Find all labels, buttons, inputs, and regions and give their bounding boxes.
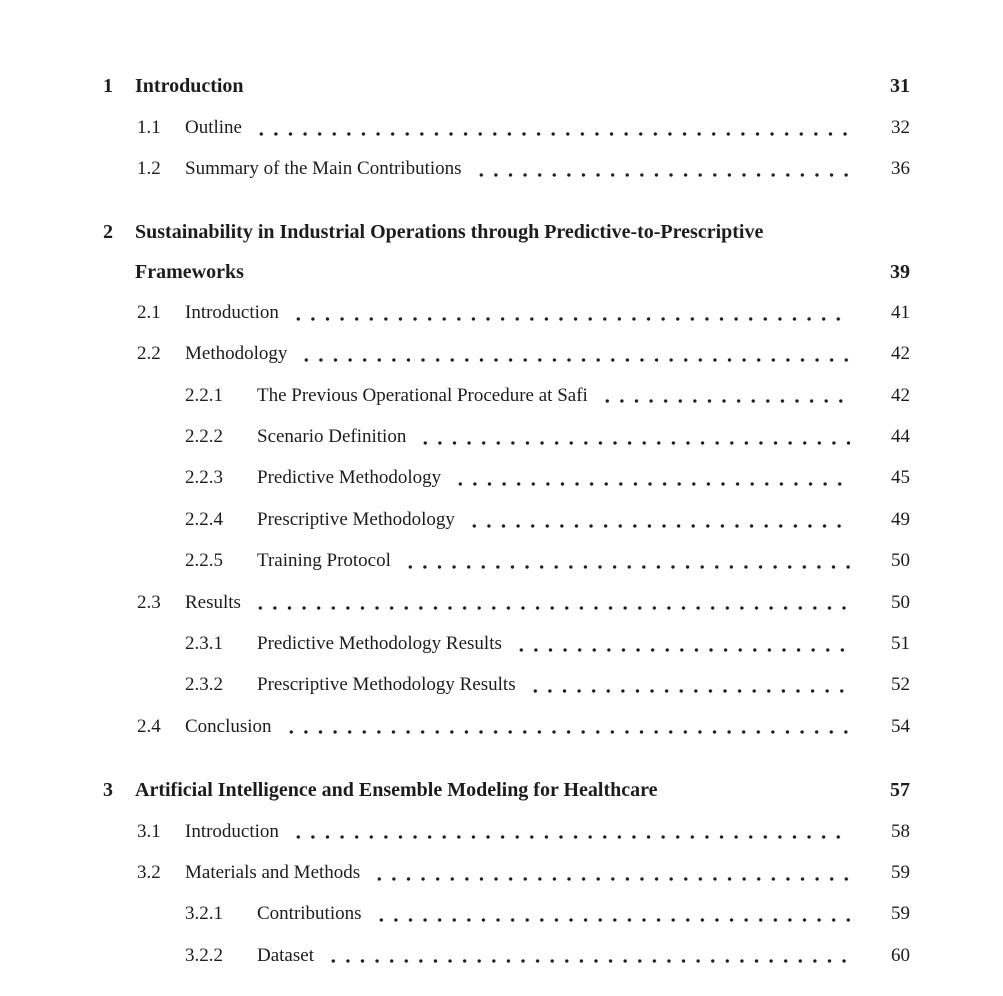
dot-leader bbox=[526, 665, 850, 706]
entry-title: Contributions bbox=[257, 903, 362, 925]
toc-entry-subsection-2-2-2[interactable] bbox=[103, 416, 910, 457]
dot-leader bbox=[282, 706, 850, 747]
dot-leader bbox=[465, 499, 850, 540]
entry-title: Methodology bbox=[185, 343, 288, 365]
dot-leader bbox=[512, 623, 850, 664]
entry-title-line1: Sustainability in Industrial Operations through Predictive-to-Prescriptive bbox=[135, 220, 764, 243]
dot-leader bbox=[289, 292, 850, 333]
entry-number: 3.2.1 bbox=[185, 903, 223, 925]
toc-entry-section-1-1[interactable] bbox=[103, 107, 910, 148]
entry-title: Introduction bbox=[185, 301, 279, 323]
entry-title-line2: Frameworks bbox=[135, 260, 244, 283]
entry-title: Prescriptive Methodology Results bbox=[257, 674, 516, 696]
toc-entry-subsection-2-2-5[interactable] bbox=[103, 541, 910, 582]
entry-number: 3.2.2 bbox=[185, 944, 223, 966]
entry-page: 59 bbox=[891, 903, 910, 925]
dot-leader bbox=[252, 107, 850, 148]
toc-entry-section-2-1[interactable] bbox=[103, 292, 910, 333]
entry-page: 60 bbox=[891, 944, 910, 966]
entry-page: 52 bbox=[891, 674, 910, 696]
entry-title: Artificial Intelligence and Ensemble Modeling for Healthcare bbox=[135, 778, 658, 801]
entry-number: 2.2.5 bbox=[185, 550, 223, 572]
dot-leader bbox=[451, 458, 850, 499]
entry-number: 2.3 bbox=[137, 591, 161, 613]
toc-entry-subsection-2-2-3[interactable] bbox=[103, 458, 910, 499]
entry-title: The Previous Operational Procedure at Safi bbox=[257, 384, 588, 406]
dot-leader bbox=[370, 852, 850, 893]
entry-page: 31 bbox=[890, 75, 910, 98]
entry-number: 2.2 bbox=[137, 343, 161, 365]
entry-page: 45 bbox=[891, 467, 910, 489]
entry-title: Predictive Methodology bbox=[257, 467, 442, 489]
toc-entry-section-3-1[interactable] bbox=[103, 811, 910, 852]
entry-page: 42 bbox=[891, 384, 910, 406]
entry-title: Introduction bbox=[185, 820, 279, 842]
entry-title: Materials and Methods bbox=[185, 861, 361, 883]
entry-number: 2.2.1 bbox=[185, 384, 223, 406]
entry-title: Introduction bbox=[135, 75, 244, 98]
toc-entry-subsection-2-3-1[interactable] bbox=[103, 623, 910, 664]
entry-page: 58 bbox=[891, 820, 910, 842]
entry-number: 1 bbox=[103, 75, 113, 98]
toc-entry-chapter-2-continued[interactable] bbox=[103, 252, 910, 292]
entry-number: 1.1 bbox=[137, 117, 161, 139]
entry-title: Prescriptive Methodology bbox=[257, 508, 455, 530]
entry-page: 41 bbox=[891, 301, 910, 323]
dot-leader bbox=[416, 416, 850, 457]
toc-entry-section-2-3[interactable] bbox=[103, 582, 910, 623]
entry-page: 36 bbox=[891, 158, 910, 180]
entry-page: 50 bbox=[891, 591, 910, 613]
dot-leader bbox=[251, 582, 850, 623]
entry-page: 44 bbox=[891, 426, 910, 448]
entry-page: 50 bbox=[891, 550, 910, 572]
dot-leader bbox=[472, 149, 850, 190]
entry-number: 2 bbox=[103, 220, 113, 243]
table-of-contents bbox=[103, 66, 910, 976]
entry-title: Dataset bbox=[257, 944, 314, 966]
entry-title: Outline bbox=[185, 117, 242, 139]
toc-entry-section-3-2[interactable] bbox=[103, 852, 910, 893]
entry-title: Summary of the Main Contributions bbox=[185, 158, 462, 180]
entry-title: Conclusion bbox=[185, 715, 272, 737]
entry-page: 51 bbox=[891, 632, 910, 654]
entry-number: 2.3.1 bbox=[185, 632, 223, 654]
entry-title: Results bbox=[185, 591, 241, 613]
entry-title: Training Protocol bbox=[257, 550, 391, 572]
entry-page: 57 bbox=[890, 778, 910, 801]
entry-number: 3.1 bbox=[137, 820, 161, 842]
entry-page: 42 bbox=[891, 343, 910, 365]
entry-number: 2.3.2 bbox=[185, 674, 223, 696]
entry-number: 2.2.3 bbox=[185, 467, 223, 489]
entry-number: 2.1 bbox=[137, 301, 161, 323]
toc-entry-subsection-2-3-2[interactable] bbox=[103, 665, 910, 706]
entry-title: Predictive Methodology Results bbox=[257, 632, 502, 654]
entry-page: 32 bbox=[891, 117, 910, 139]
entry-page: 39 bbox=[890, 260, 910, 283]
toc-entry-subsection-3-2-1[interactable] bbox=[103, 894, 910, 935]
entry-number: 2.2.2 bbox=[185, 426, 223, 448]
entry-page: 59 bbox=[891, 861, 910, 883]
entry-page: 54 bbox=[891, 715, 910, 737]
dot-leader bbox=[401, 541, 850, 582]
toc-entry-chapter-1[interactable] bbox=[103, 66, 910, 107]
toc-entry-subsection-3-2-2[interactable] bbox=[103, 935, 910, 976]
dot-leader bbox=[598, 375, 850, 416]
entry-number: 3.2 bbox=[137, 861, 161, 883]
entry-number: 2.2.4 bbox=[185, 508, 223, 530]
entry-title: Scenario Definition bbox=[257, 426, 407, 448]
entry-number: 3 bbox=[103, 778, 113, 801]
toc-entry-subsection-2-2-4[interactable] bbox=[103, 499, 910, 540]
toc-entry-section-2-4[interactable] bbox=[103, 706, 910, 747]
entry-number: 2.4 bbox=[137, 715, 161, 737]
toc-entry-subsection-2-2-1[interactable] bbox=[103, 375, 910, 416]
toc-entry-section-1-2[interactable] bbox=[103, 149, 910, 190]
toc-entry-chapter-3[interactable] bbox=[103, 769, 910, 810]
dot-leader bbox=[324, 935, 850, 976]
dot-leader bbox=[372, 894, 850, 935]
entry-page: 49 bbox=[891, 508, 910, 530]
toc-entry-chapter-2[interactable] bbox=[103, 212, 910, 252]
entry-number: 1.2 bbox=[137, 158, 161, 180]
dot-leader bbox=[297, 334, 850, 375]
toc-entry-section-2-2[interactable] bbox=[103, 334, 910, 375]
dot-leader bbox=[289, 811, 850, 852]
